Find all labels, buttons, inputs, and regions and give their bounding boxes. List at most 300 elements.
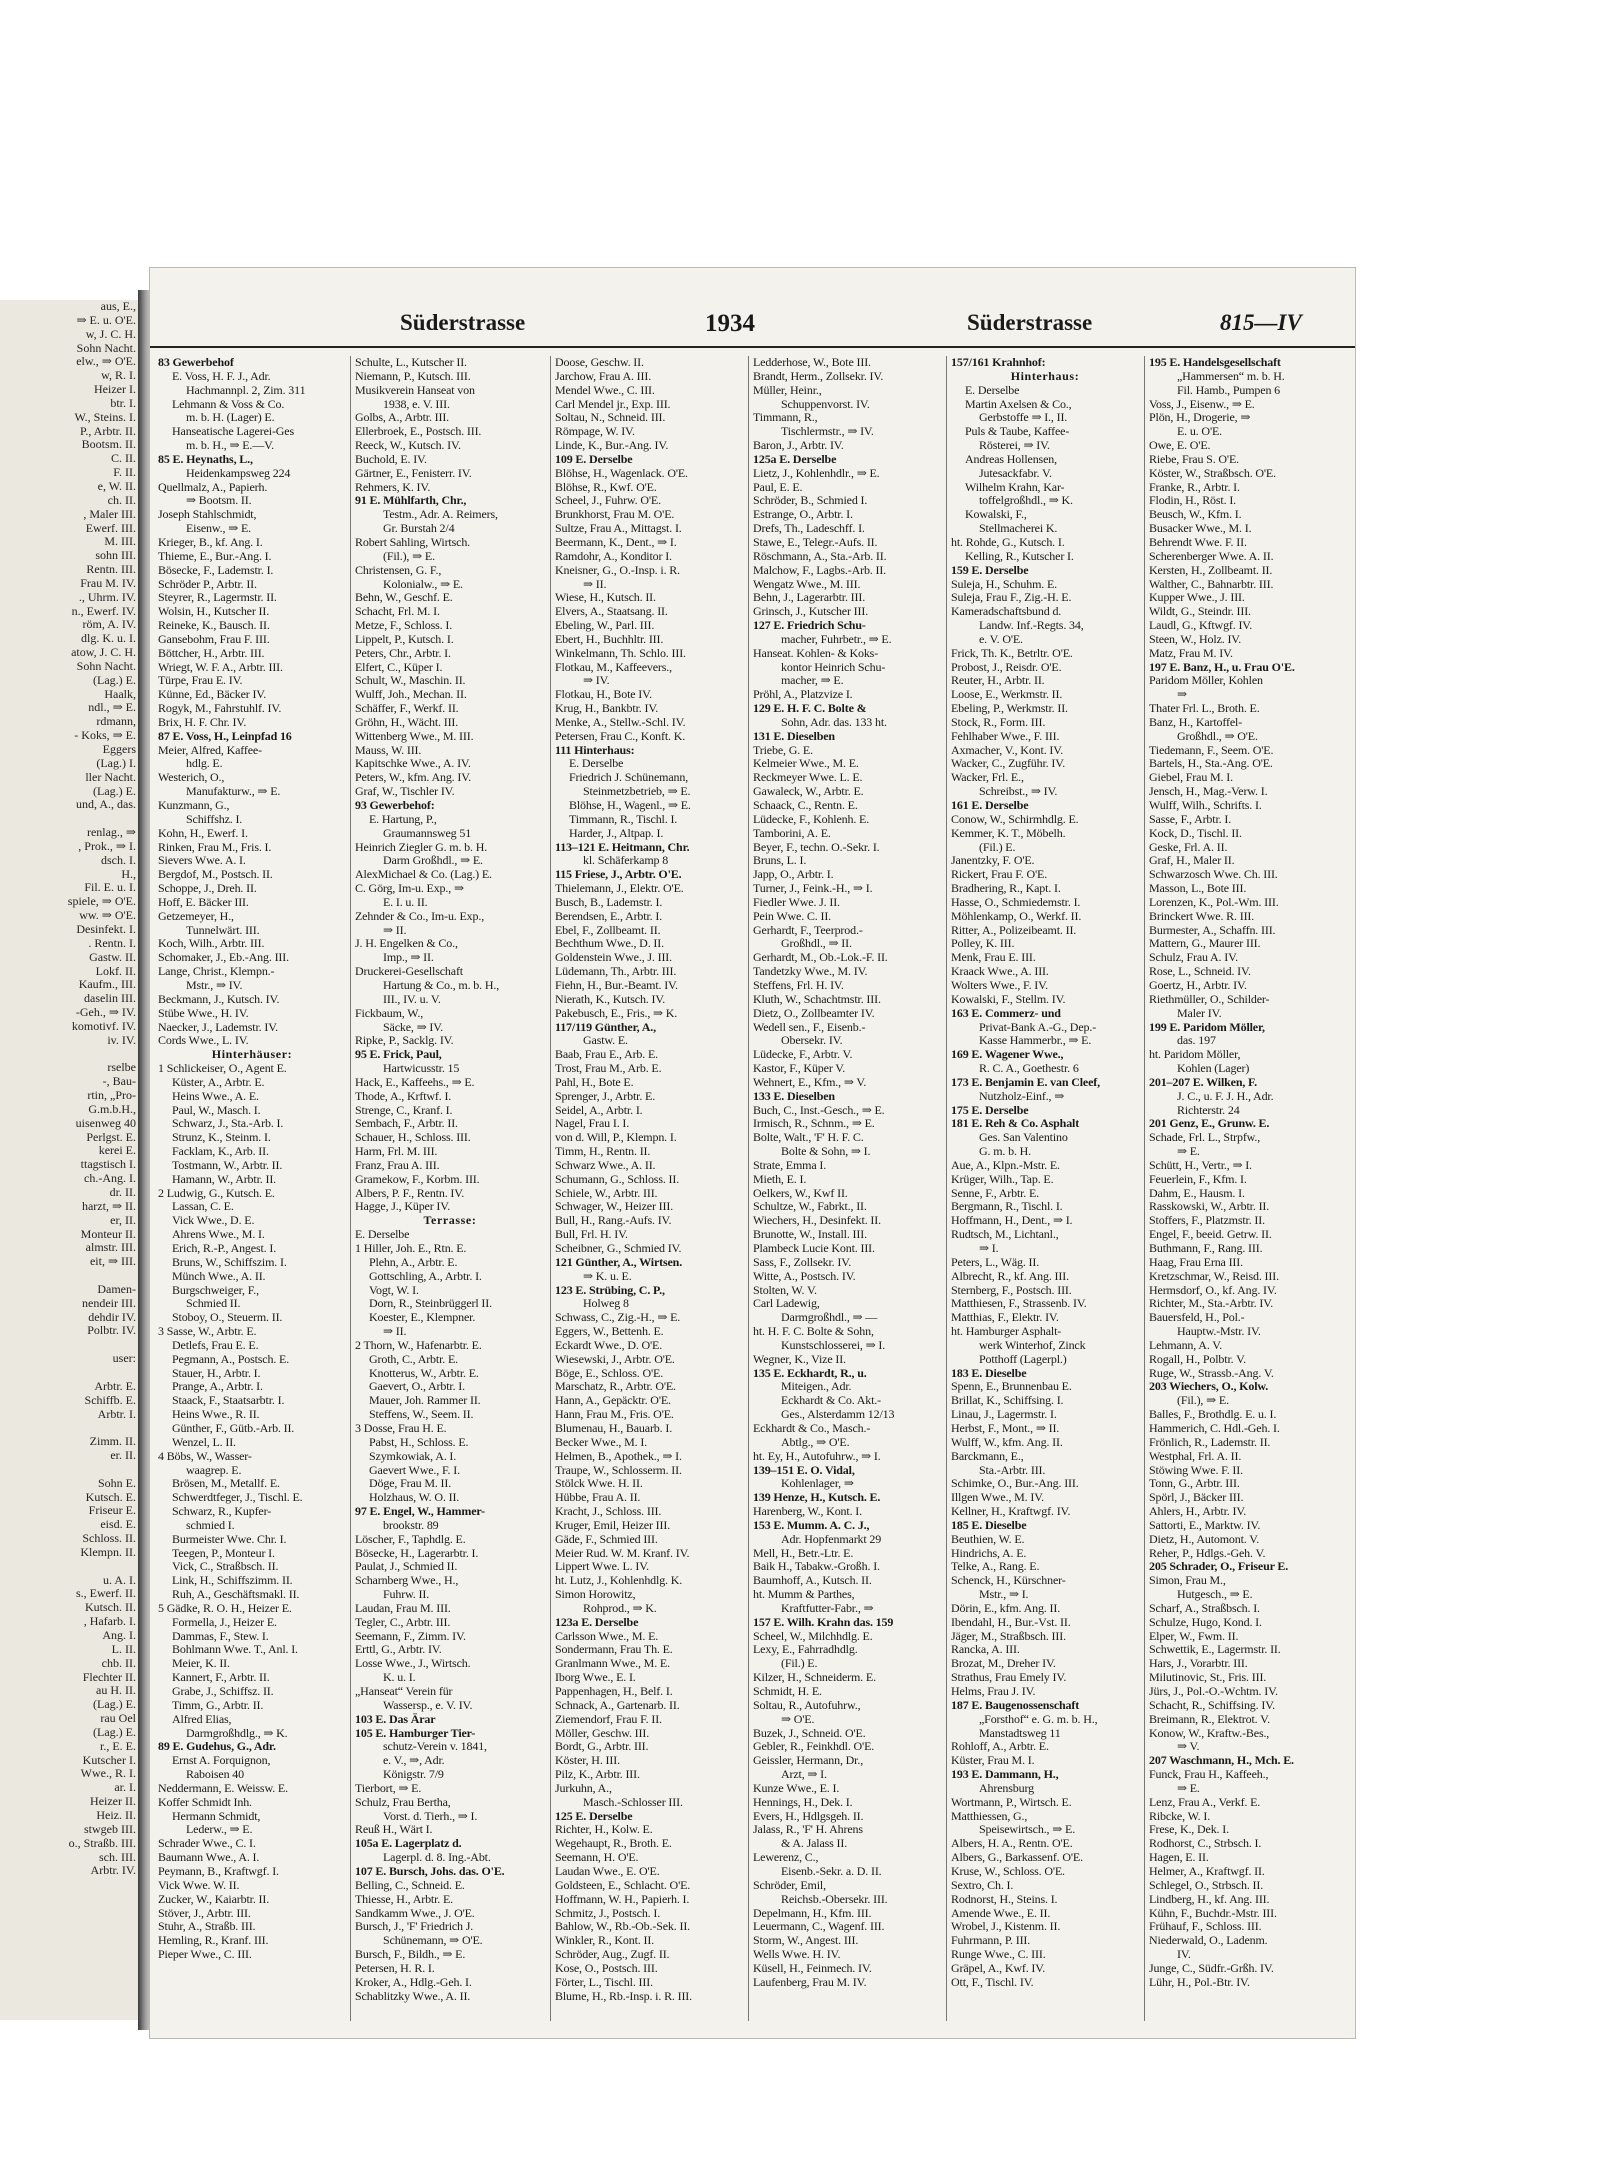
directory-entry: 91 E. Mühlfarth, Chr.,	[355, 494, 467, 508]
left-page-line: (Lag.) E.	[93, 672, 136, 687]
directory-entry: Carlsson Wwe., M. E.	[555, 1629, 659, 1643]
directory-entry: Stock, R., Form. III.	[951, 715, 1046, 729]
directory-entry: Hann, A., Gepäcktr. O'E.	[555, 1394, 671, 1408]
directory-entry: Peters, W., kfm. Ang. IV.	[355, 771, 472, 785]
directory-entry: Albrecht, R., kf. Ang. III.	[951, 1269, 1069, 1283]
directory-entry: Getzemeyer, H.,	[158, 909, 234, 923]
directory-entry: Grinsch, J., Kutscher III.	[753, 605, 869, 619]
directory-entry: 159 E. Derselbe	[951, 563, 1029, 577]
directory-entry: Hack, E., Kaffeehs., ⇒ E.	[355, 1075, 475, 1089]
directory-entry: Linde, K., Bur.-Ang. IV.	[555, 439, 669, 453]
directory-entry: Schmidt, H. E.	[753, 1685, 822, 1698]
directory-entry: Paul, W., Masch. I.	[172, 1103, 261, 1117]
directory-entry: Dietz, H., Automont. V.	[1149, 1532, 1260, 1546]
directory-entry: Meier Rud. W. M. Kranf. IV.	[555, 1546, 690, 1560]
directory-entry: Sattorti, E., Marktw. IV.	[1149, 1518, 1261, 1532]
directory-entry: Kohlenlager, ⇒	[781, 1477, 854, 1491]
directory-entry: Soltau, N., Schneid. III.	[555, 411, 666, 425]
directory-entry: Köster, W., Straßbsch. O'E.	[1149, 466, 1276, 480]
left-page-line	[0, 1421, 140, 1435]
directory-entry: Gaevert Wwe., F. I.	[369, 1463, 460, 1477]
directory-entry: ⇒ Bootsm. II.	[186, 494, 252, 508]
directory-entry: Tostmann, W., Arbtr. II.	[172, 1158, 283, 1172]
directory-entry: Sprenger, J., Arbtr. E.	[555, 1089, 656, 1103]
directory-entry: Iborg Wwe., E. I.	[555, 1671, 636, 1685]
directory-entry: Arzt, ⇒ I.	[781, 1768, 827, 1782]
directory-entry: Scharf, A., Straßbsch. I.	[1149, 1601, 1260, 1615]
directory-entry: Hübbe, Frau A. II.	[555, 1491, 641, 1505]
directory-entry: Helmen, B., Apothek., ⇒ I.	[555, 1449, 682, 1463]
directory-entry: Winkler, R., Kont. II.	[555, 1934, 655, 1948]
directory-entry: Eisenw., ⇒ E.	[186, 522, 251, 536]
directory-entry: Estrange, O., Arbtr. I.	[753, 508, 853, 522]
directory-entry: Geissler, Hermann, Dr.,	[753, 1754, 864, 1768]
directory-entry: Lexy, E., Fahrradhdlg.	[753, 1643, 858, 1657]
directory-entry: Kemmer, K. T., Möbelh.	[951, 826, 1066, 840]
directory-entry: Säcke, ⇒ IV.	[383, 1020, 444, 1034]
left-page-line: ww. ⇒ O'E.	[79, 908, 136, 923]
directory-entry: 181 E. Reh & Co. Asphalt	[951, 1117, 1080, 1131]
left-page-line	[0, 1560, 140, 1574]
directory-entry: Tiedemann, F., Seem. O'E.	[1149, 743, 1274, 757]
directory-entry: Tamborini, A. E.	[753, 826, 831, 840]
directory-entry: Goertz, H., Arbtr. IV.	[1149, 978, 1247, 992]
directory-entry: Amende Wwe., E. II.	[951, 1906, 1051, 1920]
left-page-line: user:	[112, 1351, 136, 1366]
directory-entry: m. b. H. (Lager) E.	[186, 411, 275, 425]
directory-entry: Lippert Wwe. L. IV.	[555, 1560, 650, 1574]
directory-entry: Förter, L., Tischl. III.	[555, 1975, 653, 1989]
directory-entry: Wolsin, H., Kutscher II.	[158, 605, 270, 619]
directory-entry: 89 E. Gudehus, G., Adr.	[158, 1740, 276, 1754]
directory-entry: Holweg 8	[583, 1297, 629, 1311]
directory-entry: Möller, Geschw. III.	[555, 1726, 650, 1740]
directory-entry: ⇒ O'E.	[781, 1712, 815, 1726]
directory-entry: m. b. H., ⇒ E.—V.	[186, 439, 274, 453]
directory-entry: Reckmeyer Wwe. L. E.	[753, 771, 863, 785]
directory-entry: Reeck, W., Kutsch. IV.	[355, 439, 461, 453]
directory-entry: Kluth, W., Schachtmstr. III.	[753, 992, 881, 1006]
directory-entry: Junge, C., Südfr.-Grßh. IV.	[1149, 1961, 1274, 1975]
directory-entry: Cords Wwe., L. IV.	[158, 1034, 249, 1048]
directory-entry: Kunze Wwe., E. I.	[753, 1781, 840, 1795]
directory-entry: Evers, H., Hdlgsgeh. II.	[753, 1809, 864, 1823]
directory-entry: Elvers, A., Staatsang. II.	[555, 605, 668, 619]
directory-entry: Rasskowski, W., Arbtr. II.	[1149, 1200, 1270, 1214]
directory-entry: Senne, F., Arbtr. E.	[951, 1186, 1040, 1200]
directory-entry: Steffens, W., Seem. II.	[369, 1408, 474, 1422]
directory-entry: Pilz, K., Arbtr. III.	[555, 1768, 640, 1782]
directory-entry: Schröder, Aug., Zugf. II.	[555, 1948, 670, 1962]
left-page-line: dsch. I.	[101, 852, 136, 867]
directory-entry: Paridom Möller, Kohlen	[1149, 674, 1263, 688]
directory-entry: Löscher, F., Taphdlg. E.	[355, 1532, 466, 1546]
directory-entry: Gr. Burstah 2/4	[383, 522, 455, 536]
left-page-line: Schiffb. E.	[84, 1392, 136, 1407]
directory-entry: Westerich, O.,	[158, 771, 225, 785]
directory-entry: Peters, L., Wäg. II.	[951, 1255, 1040, 1269]
directory-entry: 139–151 E. O. Vidal,	[753, 1463, 855, 1477]
directory-entry: ht. Hamburger Asphalt-	[951, 1325, 1062, 1339]
directory-entry: Doose, Geschw. II.	[555, 356, 644, 369]
directory-entry: Baumann Wwe., A. I.	[158, 1851, 260, 1865]
directory-entry: III., IV. u. V.	[383, 992, 441, 1006]
directory-entry: Albers, H. A., Rentn. O'E.	[951, 1837, 1073, 1851]
directory-entry: Soltau, R., Autofuhrw.,	[753, 1698, 861, 1712]
directory-entry: Nierath, K., Kutsch. IV.	[555, 992, 666, 1006]
directory-entry: Staack, F., Staatsarbtr. I.	[172, 1394, 285, 1408]
directory-entry: Sasse, F., Arbtr. I.	[1149, 812, 1232, 826]
directory-entry: Teegen, P., Monteur I.	[172, 1546, 275, 1560]
directory-entry: Niederwald, O., Ladenm.	[1149, 1934, 1268, 1948]
directory-entry: Bursch, F., Bildh., ⇒ E.	[355, 1948, 466, 1962]
left-page-line: röm, A. IV.	[82, 617, 136, 632]
directory-entry: schutz-Verein v. 1841,	[383, 1740, 487, 1754]
left-page-line: ., Uhrm. IV.	[78, 589, 136, 604]
directory-entry: Ziemendorf, Frau F. II.	[555, 1712, 662, 1726]
directory-entry: Simon, Frau M.,	[1149, 1574, 1226, 1588]
directory-entry: Schrader Wwe., C. I.	[158, 1837, 256, 1851]
directory-entry: Brozat, M., Dreher IV.	[951, 1657, 1056, 1671]
left-page-line: Wwe., R. I.	[80, 1766, 136, 1781]
directory-entry: Bergdof, M., Postsch. II.	[158, 868, 273, 882]
directory-entry: Buch, C., Inst.-Gesch., ⇒ E.	[753, 1103, 885, 1117]
directory-entry: Haag, Frau Erna III.	[1149, 1255, 1243, 1269]
directory-entry: Baab, Frau E., Arb. E.	[555, 1048, 659, 1062]
directory-column-5	[946, 356, 1139, 2021]
directory-entry: Carl Ladewig,	[753, 1297, 820, 1311]
directory-entry: Berendsen, E., Arbtr. I.	[555, 909, 663, 923]
directory-entry: 175 E. Derselbe	[951, 1103, 1029, 1117]
left-page-line: Heizer I.	[94, 382, 136, 397]
left-page-line: G.m.b.H.,	[88, 1101, 136, 1116]
left-page-line: atow, J. C. H.	[71, 645, 136, 660]
directory-entry: Druckerei-Gesellschaft	[355, 965, 463, 979]
directory-entry: Naecker, J., Lademstr. IV.	[158, 1020, 279, 1034]
directory-entry: Sohn, Adr. das. 133 ht.	[781, 715, 887, 729]
directory-entry: IV.	[1177, 1948, 1191, 1962]
directory-entry: Schaack, C., Rentn. E.	[753, 799, 858, 812]
left-page-line: eit, ⇒ III.	[89, 1254, 136, 1269]
directory-entry: Tonn, G., Arbtr. III.	[1149, 1477, 1240, 1491]
directory-entry: Hagen, E. II.	[1149, 1851, 1209, 1865]
directory-entry: Mell, H., Betr.-Ltr. E.	[753, 1546, 854, 1560]
directory-entry: Blume, H., Rb.-Insp. i. R. III.	[555, 1989, 693, 2003]
directory-entry: Bull, Frl. H. IV.	[555, 1228, 628, 1242]
directory-entry: Gärtner, E., Fenisterr. IV.	[355, 466, 472, 480]
directory-entry: Küster, A., Arbtr. E.	[172, 1075, 265, 1089]
directory-entry: Lenz, Frau A., Verkf. E.	[1149, 1795, 1261, 1809]
directory-entry: 201 Genz, E., Grunw. E.	[1149, 1117, 1270, 1131]
directory-entry: Rose, L., Schneid. IV.	[1149, 965, 1251, 979]
directory-entry: Brandt, Herm., Zollsekr. IV.	[753, 369, 884, 383]
directory-entry: Pabst, H., Schloss. E.	[369, 1435, 469, 1449]
directory-entry: Reher, P., Hdlgs.-Geh. V.	[1149, 1546, 1266, 1560]
directory-entry: Heins Wwe., R. II.	[172, 1408, 260, 1422]
directory-entry: 105 E. Hamburger Tier-	[355, 1726, 476, 1740]
directory-entry: Pein Wwe. C. II.	[753, 909, 832, 923]
directory-entry: Schulz, Frau A. IV.	[1149, 951, 1238, 965]
directory-entry: Hoffmann, H., Dent., ⇒ I.	[951, 1214, 1073, 1228]
directory-entry: C. Görg, Im-u. Exp., ⇒	[355, 882, 464, 896]
directory-entry: Bergmann, R., Tischl. I.	[951, 1200, 1063, 1214]
directory-entry: Koffer Schmidt Inh.	[158, 1795, 252, 1809]
directory-entry: Riethmüller, O., Schilder-	[1149, 992, 1270, 1006]
left-page-line: Lokf. II.	[95, 963, 136, 978]
directory-entry: Manstadtsweg 11	[979, 1726, 1061, 1740]
directory-entry: Bruns, W., Schiffszim. I.	[172, 1255, 287, 1269]
left-page-line: H.,	[121, 866, 136, 881]
directory-entry: Hachmannpl. 2, Zim. 311	[186, 383, 306, 397]
left-page-line: Kutsch. E.	[85, 1489, 136, 1504]
directory-entry: (Fil.) E.	[781, 1657, 818, 1671]
directory-entry: Großhdl., ⇒ O'E.	[1177, 729, 1258, 743]
directory-entry: Potthoff (Lagerpl.)	[979, 1352, 1067, 1366]
directory-entry: Schuppenvorst. IV.	[781, 397, 870, 411]
directory-entry: Hammerich, C. Hdl.-Geh. I.	[1149, 1421, 1280, 1435]
directory-entry: 107 E. Bursch, Johs. das. O'E.	[355, 1864, 505, 1878]
left-page-line: Friseur E.	[88, 1503, 136, 1518]
directory-entry: Stauer, H., Arbtr. I.	[172, 1366, 261, 1380]
directory-entry: Buthmann, F., Rang. III.	[1149, 1242, 1263, 1255]
directory-entry: Wolters Wwe., F. IV.	[951, 978, 1048, 992]
directory-entry: Hennings, H., Dek. I.	[753, 1795, 853, 1809]
directory-entry: ⇒ II.	[383, 923, 407, 937]
directory-entry: Ahlers, H., Arbtr. IV.	[1149, 1505, 1247, 1519]
directory-entry: Lühr, H., Pol.-Btr. IV.	[1149, 1975, 1250, 1989]
left-page-line: Kutscher I.	[82, 1752, 136, 1767]
directory-entry: Helmer, A., Kraftwgf. II.	[1149, 1864, 1265, 1878]
directory-entry: Böttcher, H., Arbtr. III.	[158, 646, 265, 660]
directory-entry: Busch, B., Lademstr. I.	[555, 895, 663, 909]
directory-entry: Mstr., ⇒ IV.	[186, 978, 243, 992]
directory-entry: Leuermann, C., Wagenf. III.	[753, 1920, 885, 1934]
left-page-line: sohn III.	[95, 548, 136, 563]
directory-entry: Landw. Inf.-Regts. 34,	[979, 619, 1084, 633]
directory-entry: Turner, J., Feink.-H., ⇒ I.	[753, 882, 873, 896]
directory-entry: Wulff, W., kfm. Ang. II.	[951, 1435, 1063, 1449]
left-page-line: - Koks, ⇒ E.	[74, 728, 136, 743]
directory-entry: Schröder, Emil,	[753, 1878, 826, 1892]
directory-entry: Miteigen., Adr.	[781, 1380, 852, 1394]
directory-entry: Probost, J., Reisdr. O'E.	[951, 660, 1062, 674]
directory-entry: Runge Wwe., C. III.	[951, 1948, 1046, 1962]
directory-entry: ht. Rohde, G., Kutsch. I.	[951, 535, 1065, 549]
directory-entry: ⇒ II.	[383, 1325, 407, 1339]
directory-entry: (Fil.) E.	[979, 840, 1016, 854]
left-page-line: renlag., ⇒	[86, 825, 136, 840]
directory-entry: waagrep. E.	[186, 1463, 242, 1477]
directory-entry: Dorn, R., Steinbrüggerl II.	[369, 1297, 492, 1311]
directory-entry: Graf, W., Tischler IV.	[355, 785, 455, 799]
directory-entry: Sievers Wwe. A. I.	[158, 854, 246, 868]
directory-entry: Kupper Wwe., J. III.	[1149, 591, 1245, 605]
directory-entry: Golbs, A., Arbtr. III.	[355, 411, 450, 425]
directory-entry: Schreibst., ⇒ IV.	[979, 785, 1058, 799]
directory-entry: Ges., Alsterdamm 12/13	[781, 1408, 895, 1422]
directory-entry: Hermsdorf, O., kf. Ang. IV.	[1149, 1283, 1277, 1297]
directory-entry: Hermann Schmidt,	[172, 1809, 261, 1823]
directory-entry: 169 E. Wagener Wwe.,	[951, 1048, 1064, 1062]
directory-entry: Eckhardt & Co., Masch.-	[753, 1421, 871, 1435]
directory-entry: Schultze, W., Fabrkt., II.	[753, 1200, 867, 1214]
directory-entry: Ripke, P., Sacklg. IV.	[355, 1034, 454, 1048]
directory-entry: Graumannsweg 51	[383, 826, 472, 840]
directory-entry: Kock, D., Tischl. II.	[1149, 826, 1242, 840]
directory-entry: Jäger, M., Straßbsch. III.	[951, 1629, 1066, 1643]
directory-entry: 123a E. Derselbe	[555, 1615, 639, 1629]
left-page-line: rdmann,	[96, 714, 136, 729]
directory-entry: Hartwicusstr. 15	[383, 1062, 460, 1076]
directory-entry: Mstr., ⇒ I.	[979, 1588, 1029, 1602]
directory-entry: Hindrichs, A. E.	[951, 1546, 1027, 1560]
directory-entry: Janentzky, F. O'E.	[951, 854, 1035, 868]
directory-entry: Bull, H., Rang.-Aufs. IV.	[555, 1214, 672, 1228]
directory-entry: von d. Will, P., Klempn. I.	[555, 1131, 677, 1145]
left-page-line: uisenweg 40	[75, 1115, 136, 1130]
directory-entry: Eisenb.-Sekr. a. D. II.	[781, 1864, 882, 1878]
directory-entry: 1 Hiller, Joh. E., Rtn. E.	[355, 1242, 467, 1255]
directory-entry: Heidenkampsweg 224	[186, 466, 291, 480]
directory-entry: Timm, H., Rentn. II.	[555, 1145, 651, 1159]
directory-entry: Petersen, H. R. I.	[355, 1961, 435, 1975]
directory-entry: Stolten, W. V.	[753, 1283, 817, 1297]
directory-entry: E. Derselbe	[569, 757, 624, 771]
left-page-line: Heiz. II.	[96, 1807, 136, 1822]
directory-entry: Linau, J., Lagermstr. I.	[951, 1408, 1057, 1422]
directory-entry: Tierbort, ⇒ E.	[355, 1781, 422, 1795]
left-page-line: dr. II.	[109, 1185, 136, 1199]
directory-entry: Kracht, J., Schloss. III.	[555, 1505, 662, 1519]
directory-entry: Suleja, H., Schuhm. E.	[951, 577, 1058, 591]
directory-entry: Schwarz Wwe., A. II.	[555, 1158, 656, 1172]
directory-entry: Neddermann, E. Weissw. E.	[158, 1781, 288, 1795]
directory-entry: ht. Ey, H., Autofuhrw., ⇒ I.	[753, 1449, 881, 1463]
directory-entry: Busacker Wwe., M. I.	[1149, 522, 1252, 536]
directory-entry: Lagerpl. d. 8. Ing.-Abt.	[383, 1851, 491, 1865]
directory-entry: Harm, Frl. M. III.	[355, 1145, 438, 1159]
left-page-line: r., E. E.	[100, 1738, 136, 1753]
directory-entry: Behrendt Wwe. F. II.	[1149, 535, 1247, 549]
left-page-line: Arbtr. I.	[97, 1406, 136, 1421]
directory-entry: Kelmeier Wwe., M. E.	[753, 757, 859, 771]
directory-entry: 1 Schlickeiser, O., Agent E.	[158, 1062, 287, 1076]
directory-entry: Rehmers, K. IV.	[355, 480, 431, 494]
directory-entry: Rancka, A. III.	[951, 1643, 1020, 1657]
directory-entry: Thieme, E., Bur.-Ang. I.	[158, 549, 272, 563]
directory-entry: Aue, A., Klpn.-Mstr. E.	[951, 1158, 1060, 1172]
directory-entry: Matz, Frau M. IV.	[1149, 646, 1233, 660]
directory-entry: Jutesackfabr. V.	[979, 466, 1052, 480]
left-page-line	[0, 1463, 140, 1477]
directory-entry: Koch, Wilh., Arbtr. III.	[158, 937, 265, 951]
directory-entry: Sondermann, Frau Th. E.	[555, 1643, 673, 1657]
directory-entry: Simon Horowitz,	[555, 1588, 636, 1602]
directory-entry: 193 E. Dammann, H.,	[951, 1768, 1059, 1782]
directory-entry: Schacht, Frl. M. I.	[355, 605, 440, 619]
directory-entry: Blöhse, H., Wagenl., ⇒ E.	[569, 799, 691, 812]
directory-entry: Schumann, G., Schloss. II.	[555, 1172, 680, 1186]
directory-entry: 117/119 Günther, A.,	[555, 1020, 656, 1034]
left-page-line: komotivf. IV.	[71, 1018, 136, 1033]
directory-entry: Reichsb.-Obersekr. III.	[781, 1892, 888, 1906]
directory-entry: das. 197	[1177, 1034, 1216, 1048]
directory-entry: Stawe, E., Telegr.-Aufs. II.	[753, 535, 878, 549]
directory-entry: Tunnelwärt. III.	[186, 923, 260, 937]
left-page-line: Ewerf. III.	[85, 520, 136, 535]
directory-entry: Rodhorst, C., Strbsch. I.	[1149, 1837, 1262, 1851]
directory-entry: & A. Jalass II.	[781, 1837, 848, 1851]
directory-entry: Hauptw.-Mstr. IV.	[1177, 1325, 1261, 1339]
directory-entry: Steinmetzbetrieb, ⇒ E.	[583, 785, 691, 799]
directory-entry: Gottschling, A., Arbtr. I.	[369, 1269, 482, 1283]
directory-entry: Bolte, Walt., 'F' H. F. C.	[753, 1131, 864, 1145]
directory-entry: Schwarz, J., Sta.-Arb. I.	[172, 1117, 284, 1131]
directory-entry: Sass, F., Zollsekr. IV.	[753, 1255, 852, 1269]
directory-entry: Triebe, G. E.	[753, 743, 813, 757]
directory-entry: Ges. San Valentino	[979, 1131, 1068, 1145]
directory-entry: Vick, C., Straßbsch. II.	[172, 1560, 279, 1574]
directory-entry: Frese, K., Dek. I.	[1149, 1823, 1229, 1837]
directory-entry: Laudan Wwe., E. O'E.	[555, 1864, 660, 1878]
directory-entry: Jürs, J., Pol.-O.-Wchtm. IV.	[1149, 1685, 1278, 1698]
left-page-line: sch. III.	[99, 1849, 136, 1864]
left-page-line: ttagstisch I.	[80, 1157, 136, 1172]
directory-entry: Baron, J., Arbtr. IV.	[753, 439, 844, 453]
directory-entry: „Forsthof“ e. G. m. b. H.,	[979, 1712, 1098, 1726]
directory-entry: Ruh, A., Geschäftsmakl. II.	[172, 1588, 300, 1602]
left-page-line: Sohn Nacht.	[76, 658, 136, 673]
directory-entry: Laufenberg, Frau M. IV.	[753, 1975, 867, 1989]
directory-entry: Behn, W., Geschf. E.	[355, 591, 453, 605]
left-page-line: Heizer II.	[90, 1794, 136, 1809]
directory-entry: Flotkau, M., Kaffeevers.,	[555, 660, 673, 674]
directory-entry: Trost, Frau M., Arb. E.	[555, 1062, 662, 1076]
directory-entry: Blöhse, R., Kwf. O'E.	[555, 480, 657, 494]
directory-entry: Buchold, E. IV.	[355, 452, 427, 466]
directory-entry: ⇒ E.	[1177, 1781, 1200, 1795]
directory-entry: J. H. Engelken & Co.,	[355, 937, 458, 951]
directory-entry: Mauer, Joh. Rammer II.	[369, 1394, 481, 1408]
left-page-line: Sohn E.	[97, 1475, 136, 1490]
directory-entry: 5 Gädke, R. O. H., Heizer E.	[158, 1601, 292, 1615]
directory-entry: Kilzer, H., Schneiderm. E.	[753, 1671, 876, 1685]
directory-entry: Gäde, F., Schmied III.	[555, 1532, 658, 1546]
directory-entry: 87 E. Voss, H., Leinpfad 16	[158, 729, 292, 743]
left-page-line: Monteur II.	[80, 1226, 136, 1241]
directory-entry: 125a E. Derselbe	[753, 452, 837, 466]
directory-entry: Brillat, K., Schiffsing. I.	[951, 1394, 1064, 1408]
directory-column-3	[550, 356, 743, 2021]
directory-entry: Polley, K. III.	[951, 937, 1015, 951]
directory-entry: Baik H., Tabakw.-Großh. I.	[753, 1560, 880, 1574]
left-page-line: er, II.	[110, 1212, 136, 1227]
directory-entry: Wacker, Frl. E.,	[951, 771, 1024, 785]
directory-entry: Friedrich J. Schünemann,	[569, 771, 689, 785]
directory-entry: Schwager, W., Heizer III.	[555, 1200, 674, 1214]
directory-entry: 203 Wiechers, O., Kolw.	[1149, 1380, 1269, 1394]
directory-entry: Granlmann Wwe., M. E.	[555, 1657, 670, 1671]
directory-entry: Schiele, W., Arbtr. III.	[555, 1186, 658, 1200]
directory-entry: Lederw., ⇒ E.	[186, 1823, 253, 1837]
left-page-line: Damen-	[97, 1281, 136, 1296]
directory-entry: Walther, C., Bahnarbtr. III.	[1149, 577, 1274, 591]
directory-entry: Rogyk, M., Fahrstuhlf. IV.	[158, 702, 282, 716]
left-page-line: Gastw. II.	[89, 949, 136, 964]
directory-entry: macher, Fuhrbetr., ⇒ E.	[781, 632, 892, 646]
directory-entry: Ruge, W., Strassb.-Ang. V.	[1149, 1366, 1274, 1380]
left-page-line: Haalk,	[104, 686, 136, 701]
